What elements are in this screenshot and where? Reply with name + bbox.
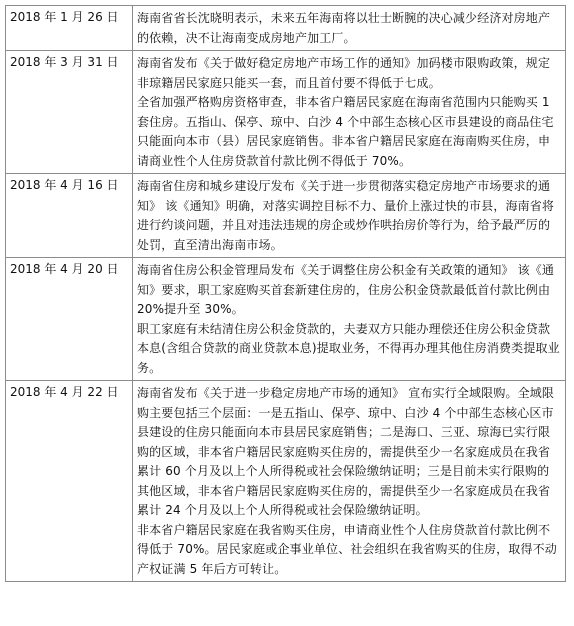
date-cell: 2018 年 1 月 26 日 bbox=[6, 6, 133, 51]
paragraph: 非本省户籍居民家庭在我省购买住房，申请商业性个人住房贷款首付款比例不得低于 70%。居民家庭或企事业单位、社会组织在我省购买的住房，取得不动产权证满 5 年后方可转让。 bbox=[137, 522, 557, 576]
table-row bbox=[6, 174, 566, 258]
content-cell bbox=[133, 381, 566, 582]
paragraph: 海南省省长沈晓明表示，未来五年海南将以壮士断腕的决心减少经济对房地产的依赖，决不让海南变成房地产加工厂。 bbox=[137, 11, 551, 45]
date-cell: 2018 年 4 月 22 日 bbox=[6, 381, 133, 582]
paragraph: 海南省发布《关于做好稳定房地产市场工作的通知》加码楼市限购政策，规定非琼籍居民家庭只能买一套，而且首付要不得低于七成。 bbox=[137, 56, 551, 90]
paragraph: 海南省发布《关于进一步稳定房地产市场的通知》 宣布实行全域限购。全域限购主要包括三个层面：一是五指山、保亭、琼中、白沙 4 个中部生态核心区市县建设的住房只能面向本市县居民家庭销售；二是海口、三亚、琼海已实行限购的区域，非本省户籍居民家庭购买住房的，需提供至少一名家庭成员在我省累计 60 个月及以上个人所得税或社会保险缴纳证明；三是目前未实行限购的其他区域，非本省户籍居民家庭购买住房的，需提供至少一名家庭成员在我省累计 24 个月及以上个人所得税或社会保险缴纳证明。 bbox=[137, 386, 555, 517]
content-cell bbox=[133, 258, 566, 381]
paragraph: 海南省住房和城乡建设厅发布《关于进一步贯彻落实稳定房地产市场要求的通知》 该《通知》明确，对落实调控目标不力、量价上涨过快的市县，海南省将进行约谈问题，并且对违法违规的房企或炒作哄抬房价等行为，给予最严厉的处罚，直至清出海南市场。 bbox=[137, 179, 555, 252]
content-cell bbox=[133, 51, 566, 174]
table-row bbox=[6, 51, 566, 174]
paragraph: 职工家庭有未结清住房公积金贷款的，夫妻双方只能办理偿还住房公积金贷款本息(含组合贷款的商业贷款本息)提取业务，不得再办理其他住房消费类提取业务。 bbox=[137, 321, 560, 375]
date-cell: 2018 年 4 月 16 日 bbox=[6, 174, 133, 258]
content-cell bbox=[133, 174, 566, 258]
date-cell: 2018 年 4 月 20 日 bbox=[6, 258, 133, 381]
table-row bbox=[6, 381, 566, 582]
paragraph: 海南省住房公积金管理局发布《关于调整住房公积金有关政策的通知》 该《通知》要求，职工家庭购买首套新建住房的，住房公积金贷款最低首付款比例由 20%提升至 30%。 bbox=[137, 263, 555, 316]
content-cell bbox=[133, 6, 566, 51]
policy-timeline-table bbox=[5, 5, 566, 582]
date-cell: 2018 年 3 月 31 日 bbox=[6, 51, 133, 174]
table-row bbox=[6, 6, 566, 51]
paragraph: 全省加强严格购房资格审查，非本省户籍居民家庭在海南省范围内只能购买 1 套住房。五指山、保亭、琼中、白沙 4 个中部生态核心区市县建设的商品住宅只能面向本市（县）居民家庭销售。非本省户籍居民家庭在海南购买住房，申请商业性个人住房贷款首付款比例不得低于 70%。 bbox=[137, 95, 554, 168]
table-row bbox=[6, 258, 566, 381]
